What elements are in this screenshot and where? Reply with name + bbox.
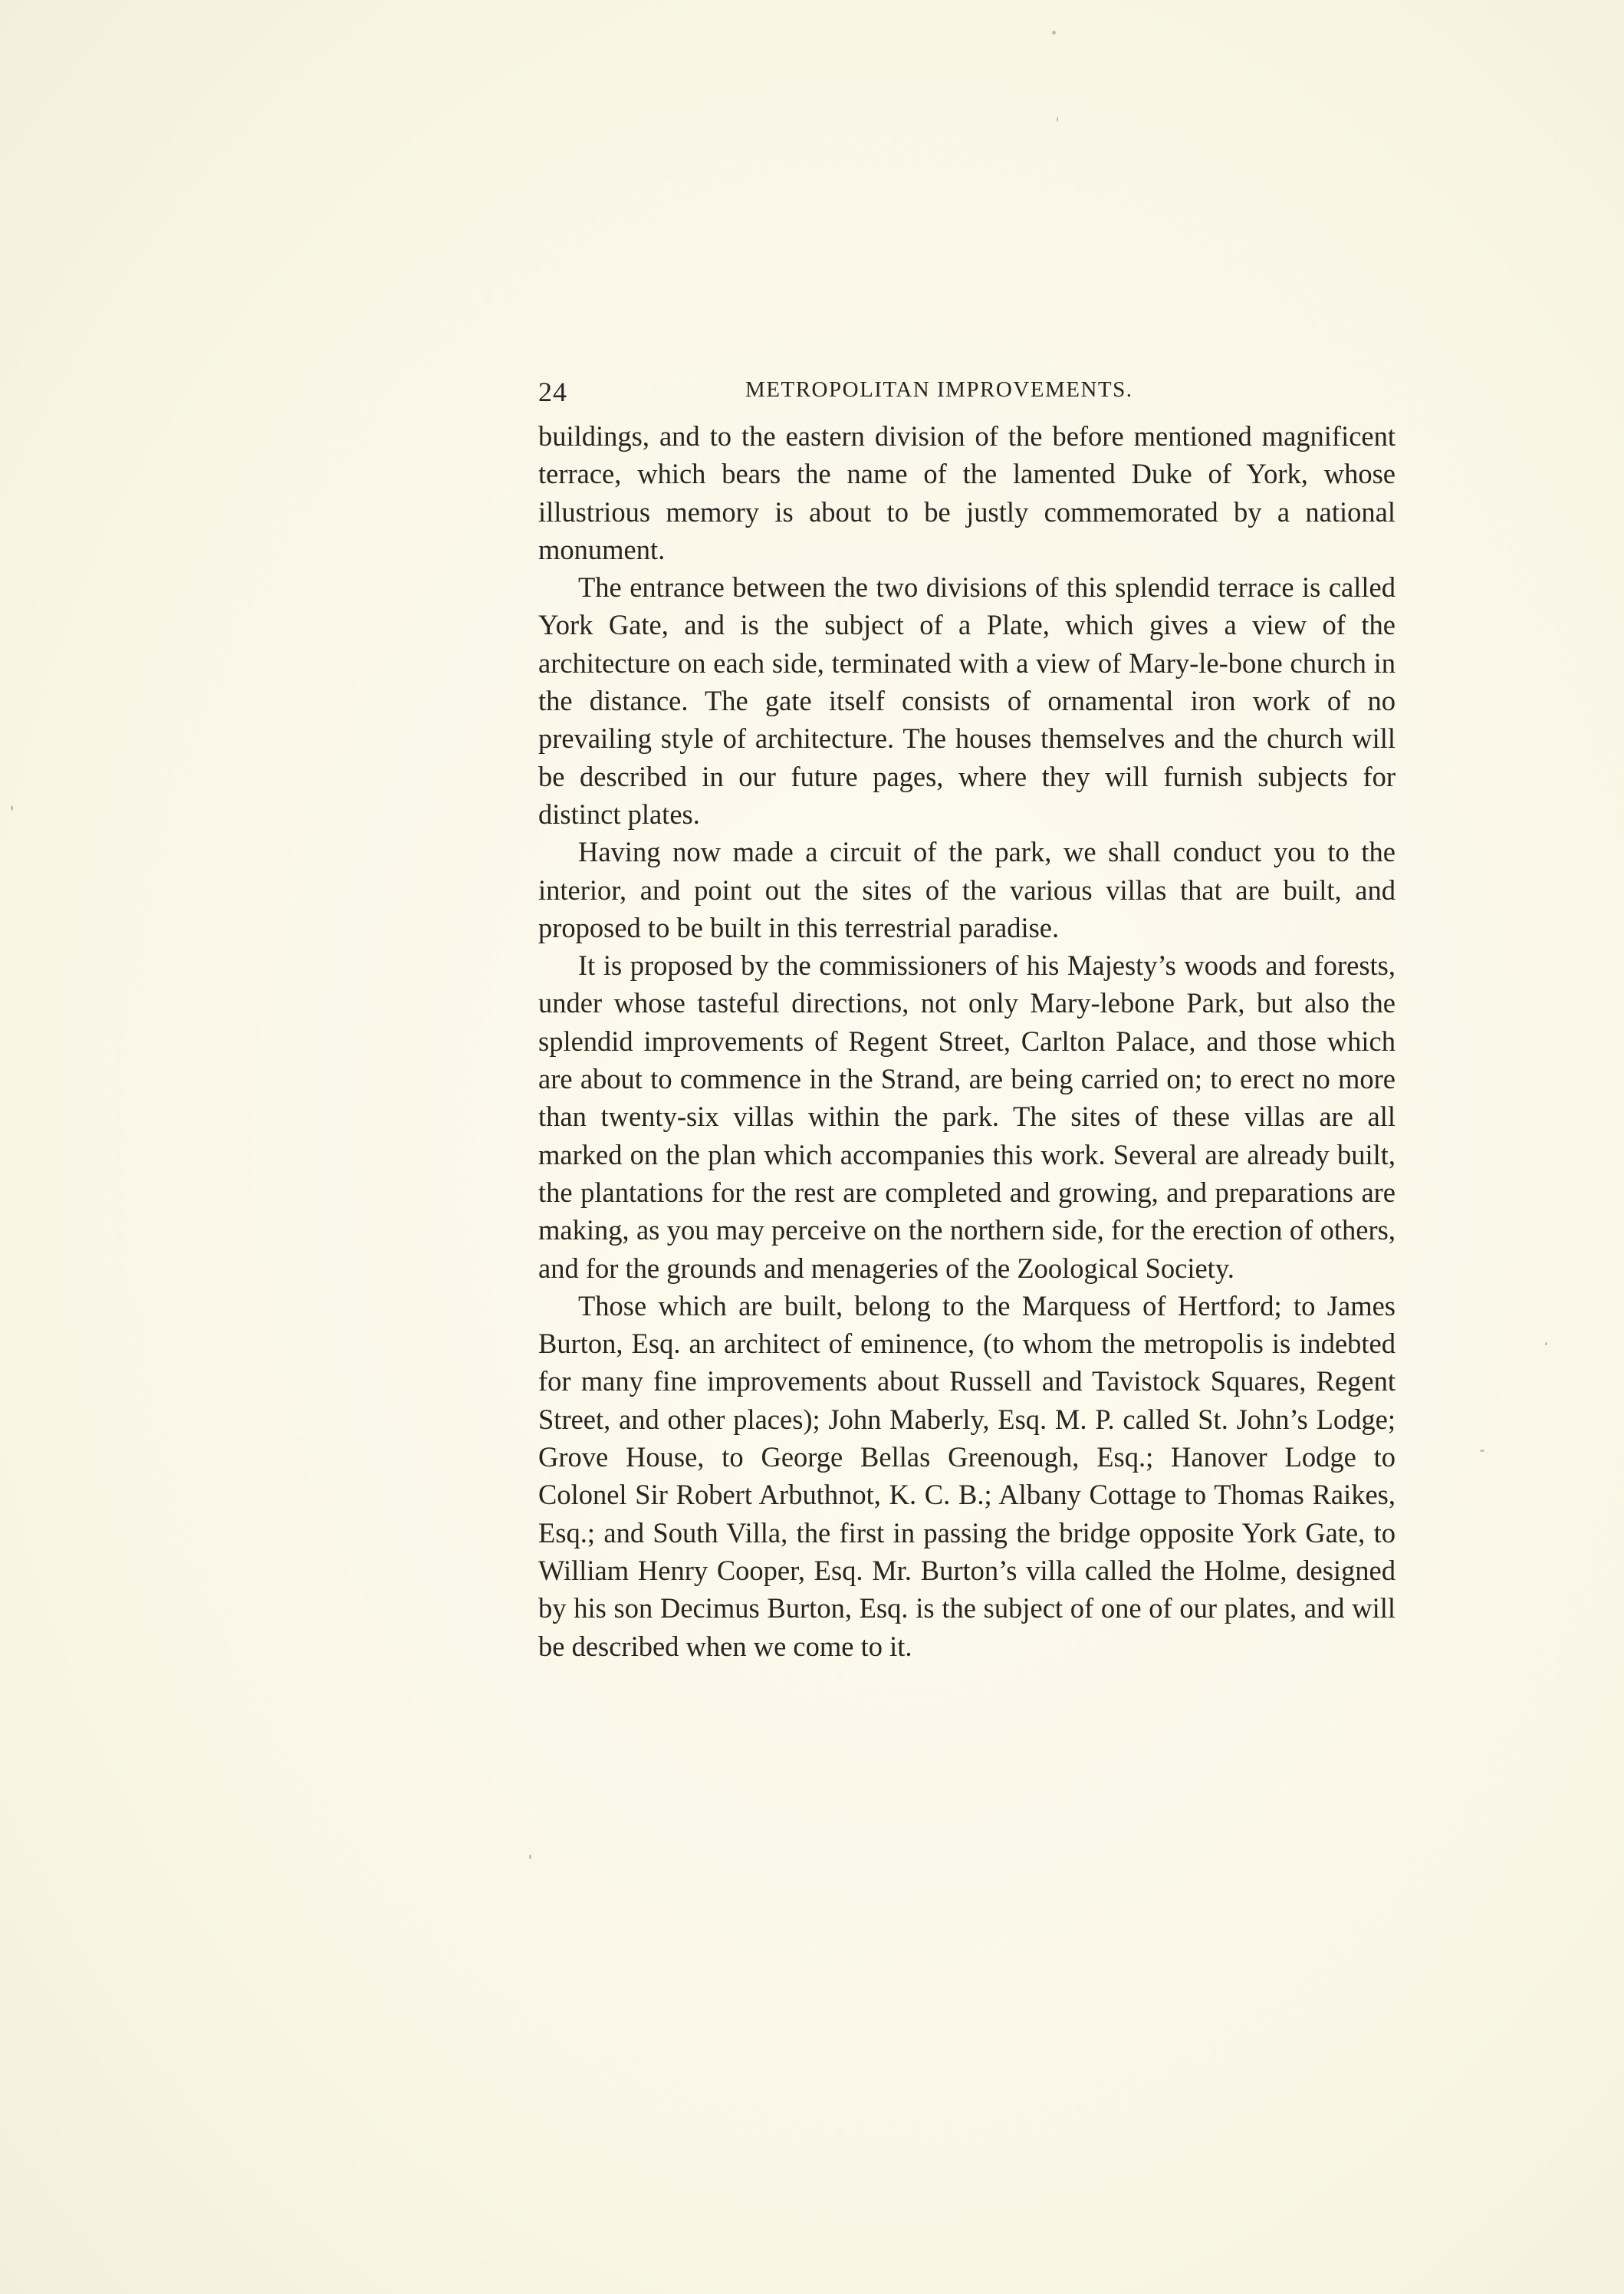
running-head [538, 376, 1396, 414]
paper-speck [529, 1855, 531, 1859]
paragraph-continuation: buildings, and to the eastern division of the before mentioned magnificent terrace, which bears the name of the lamented Duke of York, whose illustrious memory is about to be justly commemorated by a national monument. [538, 420, 1396, 565]
paragraph-park-interior: Having now made a circuit of the park, we shall conduct you to the interior, and point out the sites of the various villas that are built, and proposed to be built in this terrestrial paradise. [538, 836, 1396, 943]
paper-speck [1057, 117, 1058, 122]
page-number: 24 [538, 377, 567, 407]
paper-speck [1052, 31, 1056, 35]
paper-speck [11, 805, 13, 811]
running-title: METROPOLITAN IMPROVEMENTS. [745, 377, 1133, 402]
paper-speck [1545, 1342, 1547, 1345]
paragraph-villa-owners: Those which are built, belong to the Marquess of Hertford; to James Burton, Esq. an architect of eminence, (to whom the metropolis is indebted for many fine improvements about Russell and Tavistock Squares, Regent Street, and other places); John Maberly, Esq. M. P. called St. John’s Lodge; Grove House, to George Bellas Greenough, Esq.; Hanover Lodge to Colonel Sir Robert Arbuthnot, K. C. B.; Albany Cottage to Thomas Raikes, Esq.; and South Villa, the first in passing the bridge opposite York Gate, to William Henry Cooper, Esq. Mr. Burton’s villa called the Holme, designed by his son Decimus Burton, Esq. is the subject of one of our plates, and will be described when we come to it. [538, 1289, 1396, 1662]
body-text [538, 417, 1396, 1665]
paragraph-york-gate: The entrance between the two divisions of this splendid terrace is called York Gate, and is the subject of a Plate, which gives a view of the architecture on each side, terminated with a view of Mary-le-bone church in the distance. The gate itself consists of ornamental iron work of no prevailing style of architecture. The houses themselves and the church will be described in our future pages, where they will furnish subjects for distinct plates. [538, 571, 1396, 830]
paragraph-villas-proposal: It is proposed by the commissioners of his Majesty’s woods and forests, under whose tasteful directions, not only Mary-lebone Park, but also the splendid improvements of Regent Street, Carlton Palace, and those which are about to commence in the Strand, are being carried on; to erect no more than twenty-six villas within the park. The sites of these villas are all marked on the plan which accompanies this work. Several are already built, the plantations for the rest are completed and growing, and preparations are making, as you may perceive on the northern side, for the erection of others, and for the grounds and menageries of the Zoological Society. [538, 950, 1396, 1284]
paper-speck [1480, 1450, 1484, 1452]
